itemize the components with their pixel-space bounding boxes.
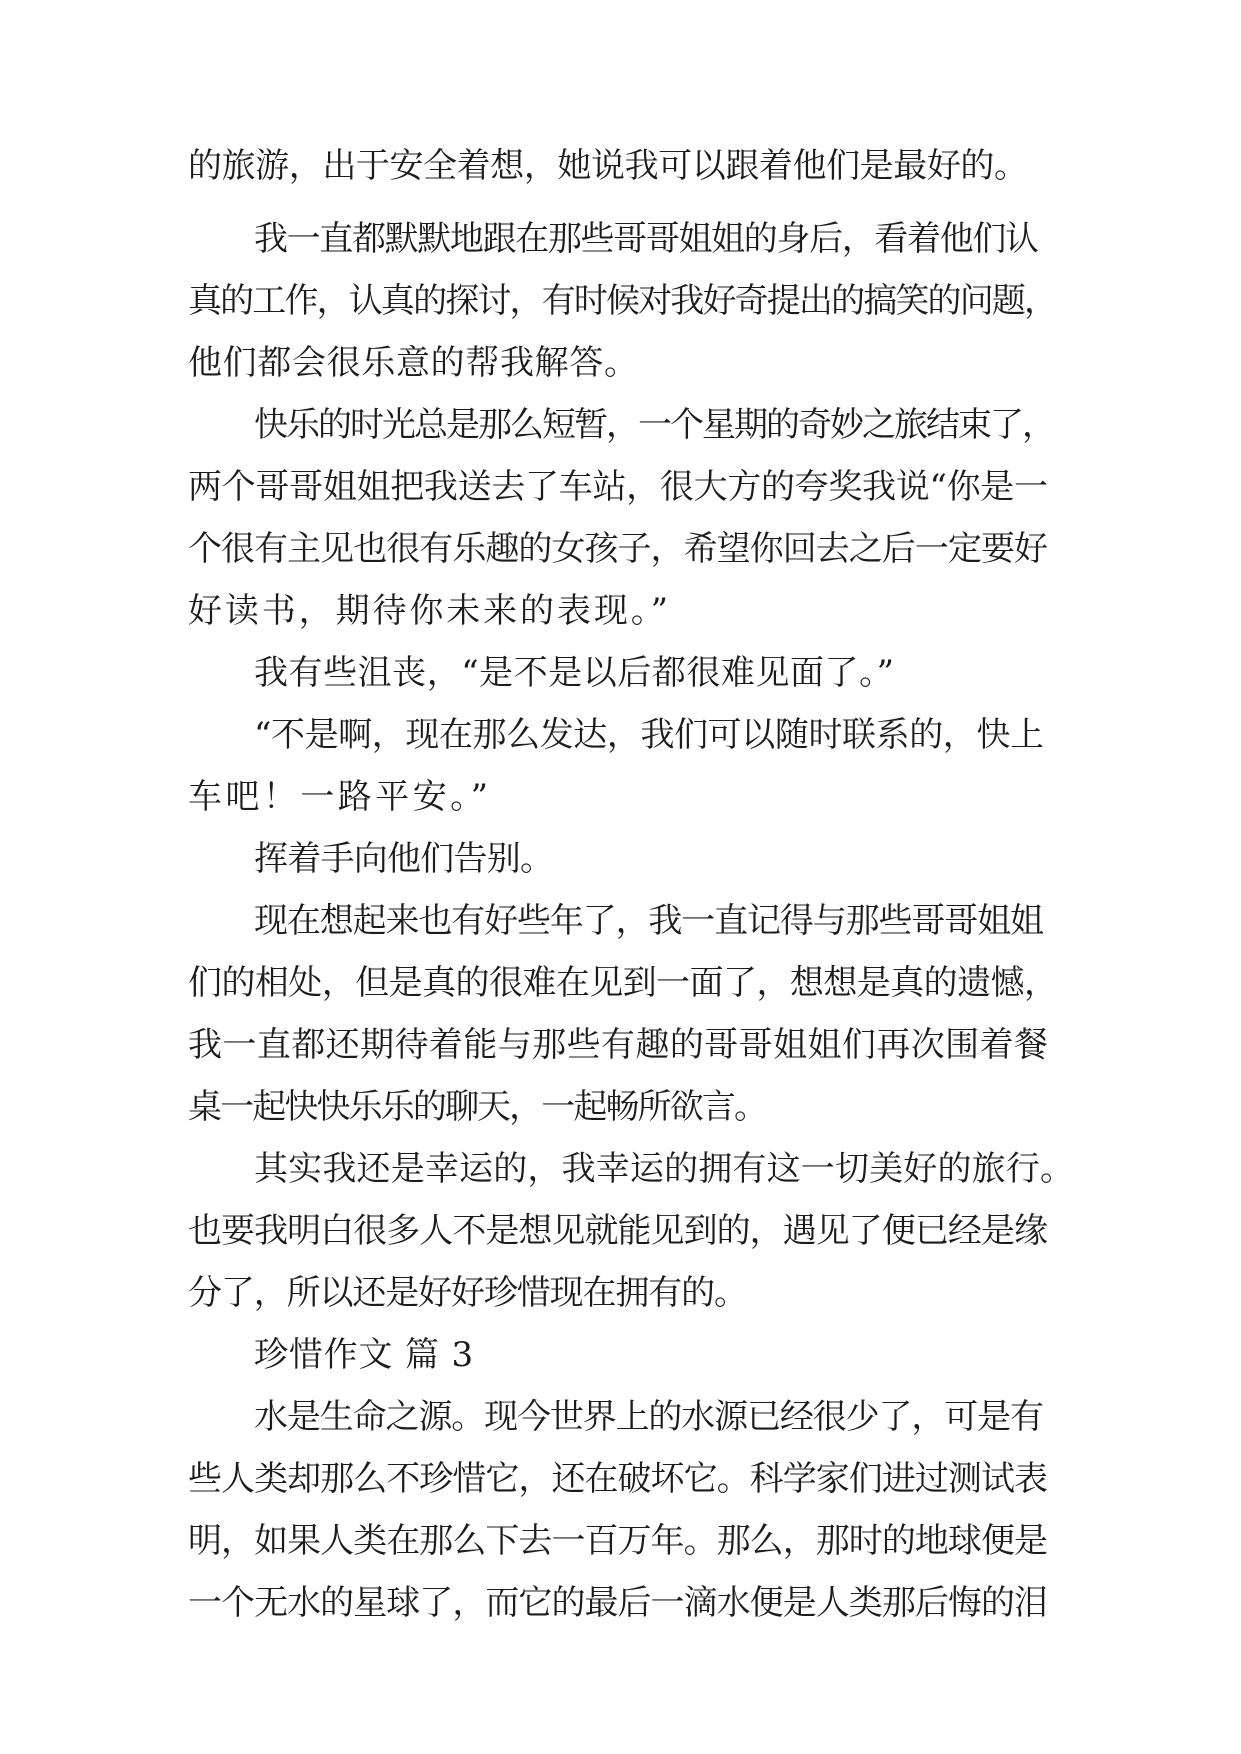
- text-line: 两个哥哥姐姐把我送去了车站，很大方的夸奖我说“你是一: [188, 467, 1048, 507]
- text-line: 水是生命之源。现今世界上的水源已经很少了，可是有: [254, 1397, 1043, 1437]
- text-line: 分了，所以还是好好珍惜现在拥有的。: [188, 1273, 747, 1313]
- text-line: 也要我明白很多人不是想见就能见到的，遇见了便已经是缘: [188, 1211, 1048, 1251]
- text-line: 快乐的时光总是那么短暂，一个星期的奇妙之旅结束了，: [254, 405, 1054, 445]
- text-line: 们的相处，但是真的很难在见到一面了，想想是真的遗憾，: [188, 963, 1058, 1003]
- text-line: 明，如果人类在那么下去一百万年。那么，那时的地球便是: [188, 1521, 1048, 1561]
- text-line: 好读书，期待你未来的表现。”: [188, 591, 671, 631]
- text-line: 真的工作，认真的探讨，有时候对我好奇提出的搞笑的问题，: [188, 281, 1057, 321]
- text-line: 车吧！一路平安。”: [188, 777, 492, 817]
- text-line: 他们都会很乐意的帮我解答。: [188, 343, 639, 383]
- text-line: 的旅游，出于安全着想，她说我可以跟着他们是最好的。: [188, 146, 1028, 186]
- text-line: 我一直都还期待着能与那些有趣的哥哥姐姐们再次围着餐: [188, 1025, 1049, 1065]
- text-line: 挥着手向他们告别。: [254, 839, 554, 879]
- text-line: 我有些沮丧，“是不是以后都很难见面了。”: [254, 653, 895, 693]
- text-line: 些人类却那么不珍惜它，还在破坏它。科学家们进过测试表: [188, 1459, 1048, 1499]
- text-line: 我一直都默默地跟在那些哥哥姐姐的身后，看着他们认: [254, 219, 1038, 259]
- text-line: 一个无水的星球了，而它的最后一滴水便是人类那后悔的泪: [188, 1583, 1048, 1623]
- section-heading: 珍惜作文 篇 3: [254, 1335, 474, 1375]
- text-line: 桌一起快快乐乐的聊天，一起畅所欲言。: [188, 1087, 767, 1127]
- text-line: 个很有主见也很有乐趣的女孩子，希望你回去之后一定要好: [188, 529, 1048, 569]
- text-line: 现在想起来也有好些年了，我一直记得与那些哥哥姐姐: [254, 901, 1043, 941]
- text-line: 其实我还是幸运的，我幸运的拥有这一切美好的旅行。: [254, 1149, 1075, 1189]
- text-line: “不是啊，现在那么发达，我们可以随时联系的，快上: [254, 715, 1044, 755]
